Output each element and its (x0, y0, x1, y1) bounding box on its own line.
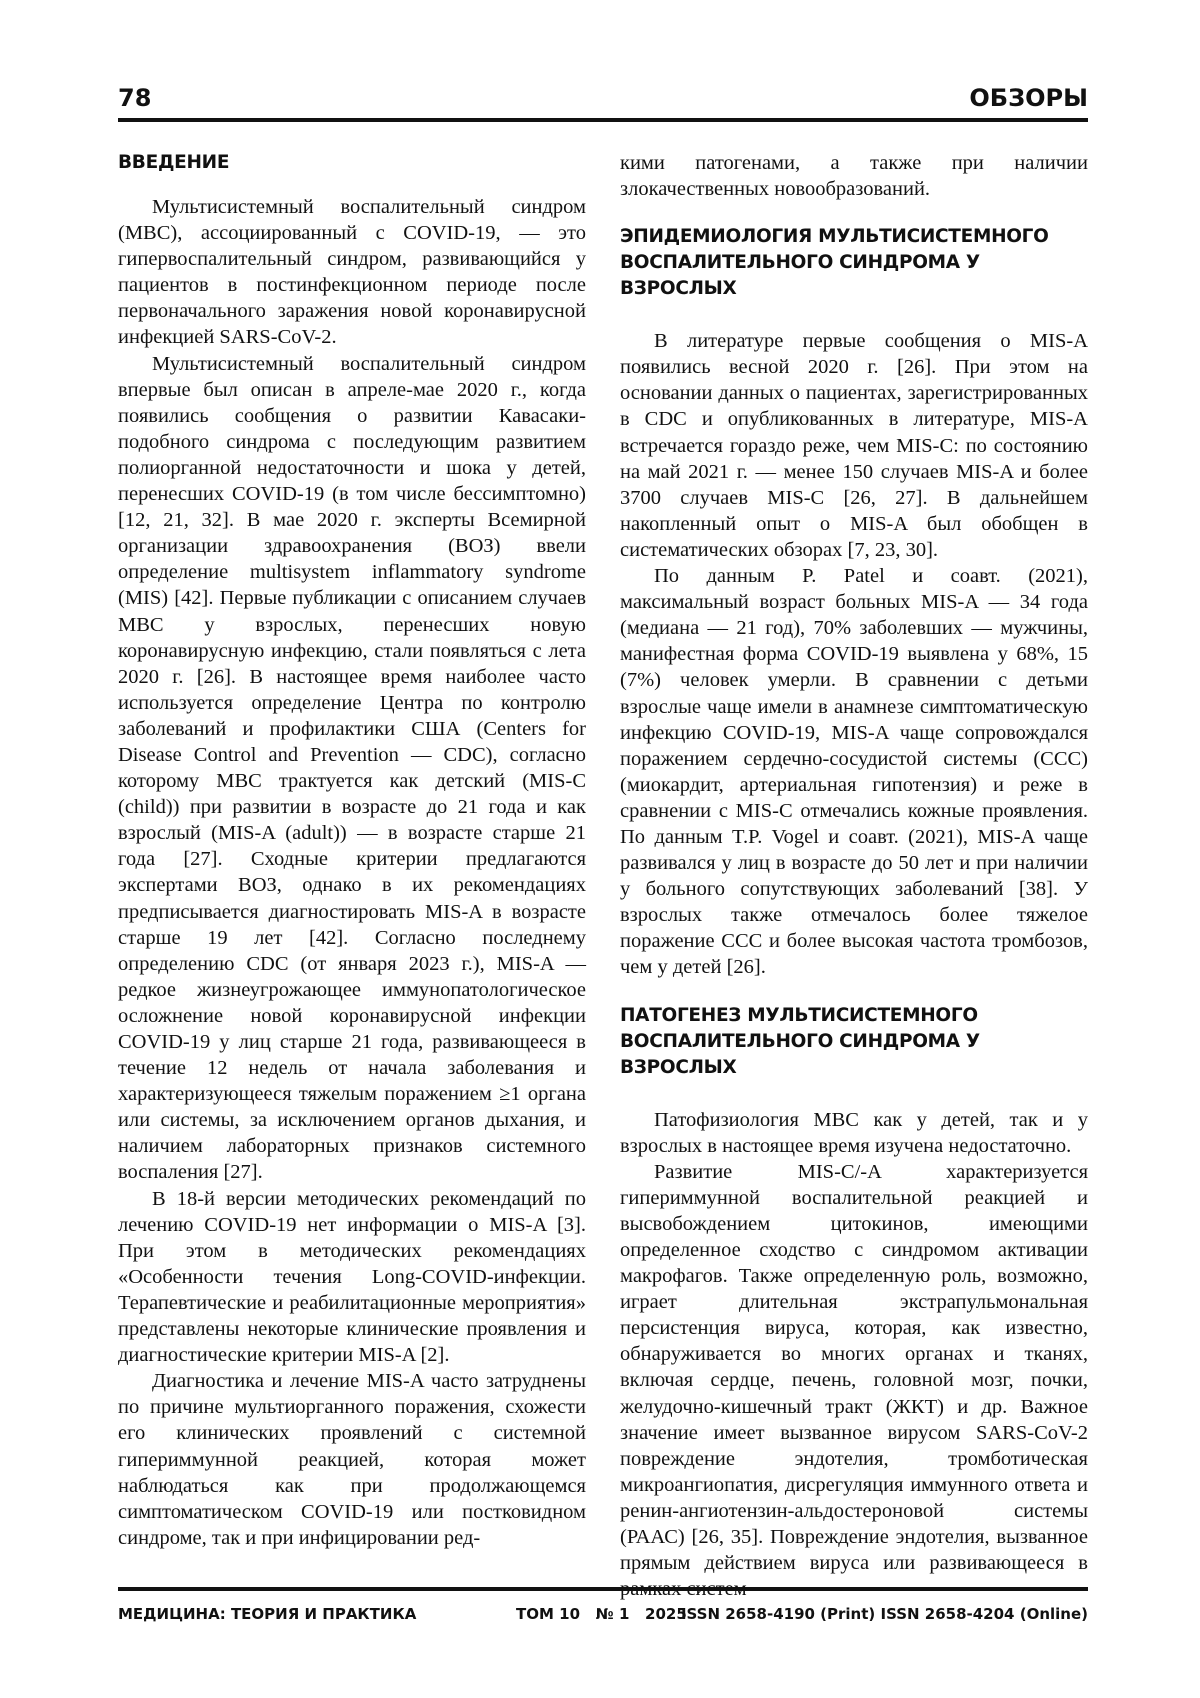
epidemiology-heading (620, 224, 1088, 302)
intro-heading: ВВЕДЕНИЕ (118, 152, 230, 173)
epidemiology-heading-line1: ЭПИДЕМИОЛОГИЯ МУЛЬТИСИСТЕМНОГО (620, 226, 1049, 248)
issue-info: ТОМ 10 № 1 2025 (516, 1605, 687, 1623)
page-footer (118, 1587, 1088, 1631)
epidemiology-heading-line2: ВОСПАЛИТЕЛЬНОГО СИНДРОМА У ВЗРОСЛЫХ (620, 252, 980, 300)
article-body (118, 150, 1088, 1601)
intro-continuation: кими патогенами, а также при наличии злокачественных новообразований. (620, 152, 1088, 201)
pathogenesis-paragraph: Патофизиология МВС как у детей, так и у взрослых в настоящее время изучена недостаточно. (620, 1108, 1088, 1157)
intro-paragraph: Мультисистемный воспалительный синдром впервые был описан в апреле-мае 2020 г., когда появились сообщения о развитии Кавасаки-подобного синдрома с последующим развитием полиорганной недостаточности и шока у детей, перенесших COVID-19 (в том числе бессимптомно) [12, 21, 32]. В мае 2020 г. эксперты Всемирной организации здравоохранения (ВОЗ) ввели определение multisystem inflammatory syndrome (MIS) [42]. Первые публикации с описанием случаев МВС у взрослых, перенесших новую коронавирусную инфекцию, стали появляться с лета 2020 г. [26]. В настоящее время наиболее часто используется определение Центра по контролю заболеваний и профилактики США (Centers for Disease Control and Prevention — CDC), согласно которому МВС трактуется как детский (MIS-C (child)) при развитии в возрасте до 21 года и как взрослый (MIS-A (adult)) — в возрасте старше 21 года [27]. Сходные критерии предлагаются экспертами ВОЗ, однако в их рекомендациях предписывается диагностировать MIS-A в возрасте старше 19 лет [42]. Согласно последнему определению CDC (от января 2023 г.), MIS-A — редкое жизнеугрожающее иммунопатологическое осложнение новой коронавирусной инфекции COVID-19 у лиц старше 21 года, развивающееся в течение 12 недель от начала заболевания и характеризующееся тяжелым поражением ≥1 органа или системы, за исключением органов дыхания, и наличием лабораторных признаков системного воспаления [27]. (118, 352, 586, 1184)
journal-name: МЕДИЦИНА: ТЕОРИЯ И ПРАКТИКА (118, 1605, 417, 1623)
page-number: 78 (118, 84, 152, 112)
left-column (118, 150, 586, 1570)
epidemiology-paragraph: По данным P. Patel и соавт. (2021), максимальный возраст больных MIS-A — 34 года (медиана — 21 год), 70% заболевших — мужчины, манифестная форма COVID-19 выявлена у 68%, 15 (7%) человек умерли. В сравнении с детьми взрослые чаще имели в анамнезе симптоматическую инфекцию COVID-19, MIS-A чаще сопровождался поражением сердечно-сосудистой системы (ССС) (миокардит, артериальная гипотензия) и реже в сравнении с MIS-C отмечались кожные проявления. По данным T.P. Vogel и соавт. (2021), MIS-A чаще развивался у лиц в возрасте до 50 лет и при наличии у больного сопутствующих заболеваний [38]. У взрослых также отмечалось более тяжелое поражение ССС и более высокая частота тромбозов, чем у детей [26]. (620, 565, 1088, 979)
pathogenesis-heading (620, 1003, 1088, 1081)
intro-paragraph: Диагностика и лечение MIS-A часто затруднены по причине мультиорганного поражения, схожести его клинических проявлений с системной гипериммунной реакцией, которая может наблюдаться как при продолжающемся симптоматическом COVID-19 или постковидном синдроме, так и при инфицировании ред- (118, 1370, 586, 1549)
pathogenesis-paragraph: Развитие MIS-C/-A характеризуется гипериммунной воспалительной реакцией и высвобождением цитокинов, имеющими определенное сходство с синдромом активации макрофагов. Также определенную роль, возможно, играет длительная экстрапульмональная персистенция вируса, которая, как известно, обнаруживается во многих органах и тканях, включая сердце, печень, головной мозг, почки, желудочно-кишечный тракт (ЖКТ) и др. Важное значение имеет вызванное вирусом SARS-CoV-2 повреждение эндотелия, тромботическая микроангиопатия, дисрегуляция иммунного ответа и ренин-ангиотензин-альдостероновой системы (РААС) [26, 35]. Повреждение эндотелия, вызванное прямым действием вируса или развивающееся в рамках систем- (620, 1160, 1088, 1601)
intro-paragraph: Мультисистемный воспалительный синдром (МВС), ассоциированный с COVID-19, — это гипервоспалительный синдром, развивающийся у пациентов в постинфекционном периоде после первоначального заражения новой коронавирусной инфекцией SARS-CoV-2. (118, 196, 586, 349)
right-column (620, 150, 1088, 1601)
pathogenesis-heading-line1: ПАТОГЕНЕЗ МУЛЬТИСИСТЕМНОГО (620, 1004, 978, 1026)
issn-info: ISSN 2658-4190 (Print) ISSN 2658-4204 (Online) (680, 1605, 1088, 1623)
section-title: ОБЗОРЫ (969, 84, 1088, 112)
epidemiology-paragraph: В литературе первые сообщения о MIS-A появились весной 2020 г. [26]. При этом на основании данных о пациентах, зарегистрированных в CDC и опубликованных в литературе, MIS-A встречается гораздо реже, чем MIS-C: по состоянию на май 2021 г. — менее 150 случаев MIS-A и более 3700 случаев MIS-C [26, 27]. В дальнейшем накопленный опыт о MIS-A был обобщен в систематических обзорах [7, 23, 30]. (620, 330, 1088, 561)
pathogenesis-heading-line2: ВОСПАЛИТЕЛЬНОГО СИНДРОМА У ВЗРОСЛЫХ (620, 1030, 980, 1078)
page-header (118, 84, 1088, 122)
intro-paragraph: В 18-й версии методических рекомендаций по лечению COVID-19 нет информации о MIS-A [3]. При этом в методических рекомендациях «Особенности течения Long-COVID-инфекции. Терапевтические и реабилитационные мероприятия» представлены некоторые клинические проявления и диагностические критерии MIS-A [2]. (118, 1187, 586, 1367)
